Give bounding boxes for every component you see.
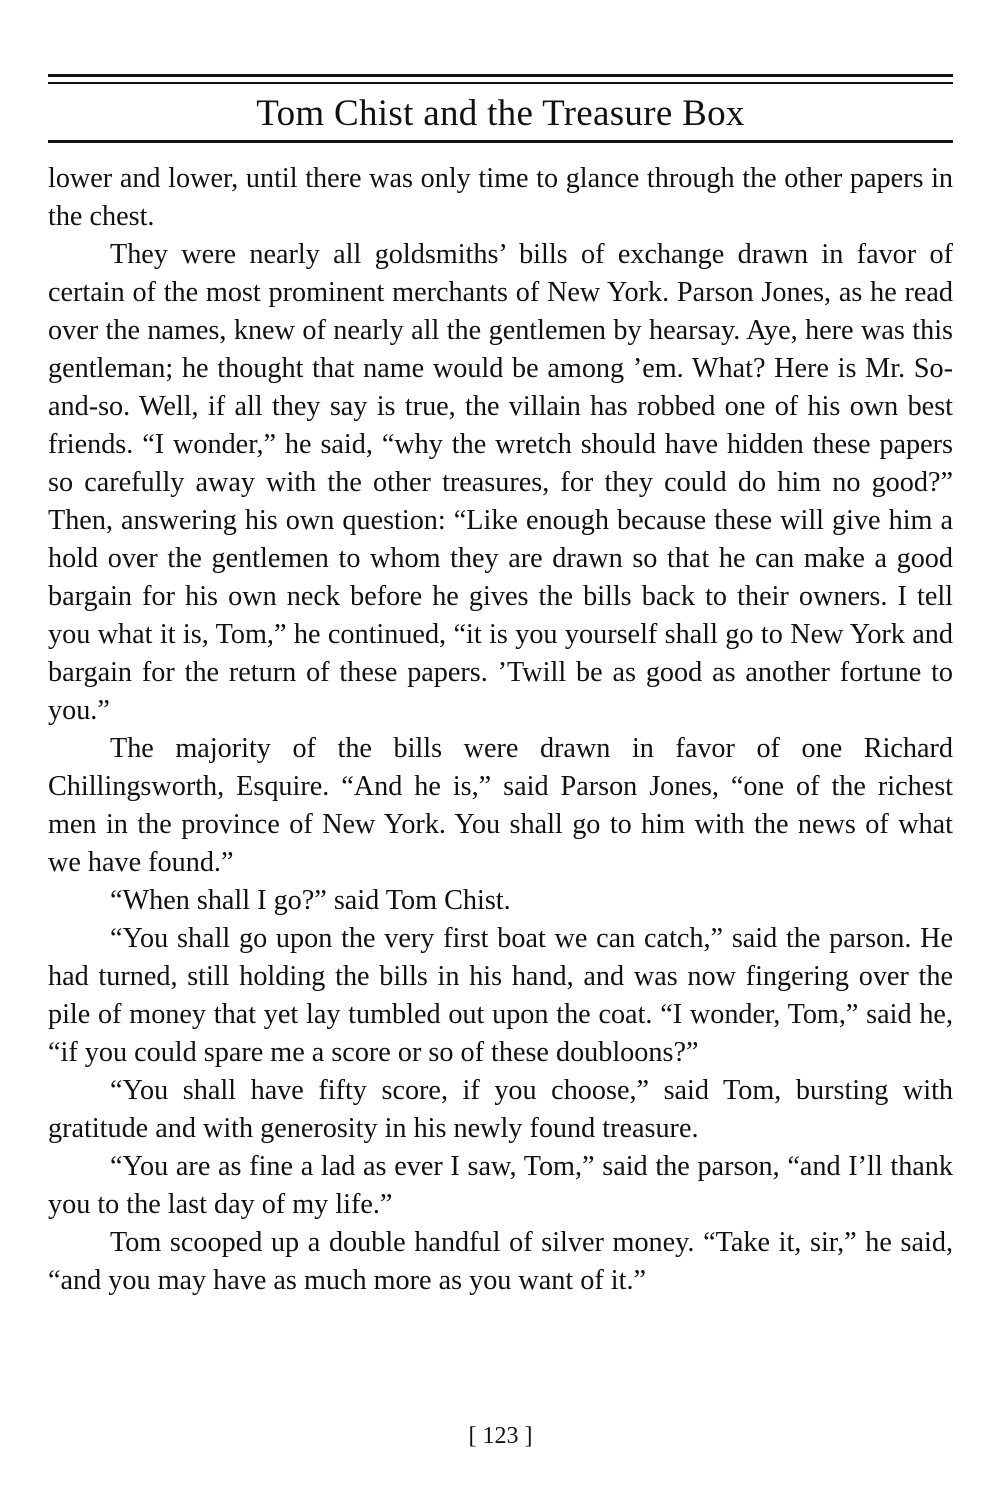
paragraph: The majority of the bills were drawn in favor of one Richard Chillingsworth, Esquire. “And he is,” said Parson Jones, “one of the richest men in the province of New York. You shall go to him with the news of what we have found.”	[48, 733, 953, 878]
paragraph: “You shall go upon the very first boat we can catch,” said the parson. He had turned, still holding the bills in his hand, and was now fingering over the pile of money that yet lay tumbled out upon the coat. “I wonder, Tom,” said he, “if you could spare me a score or so of these doubloons?”	[48, 923, 953, 1068]
paragraph: They were nearly all goldsmiths’ bills of exchange drawn in favor of certain of the most prominent merchants of New York. Parson Jones, as he read over the names, knew of nearly all the gentlemen by hearsay. Aye, here was this gentleman; he thought that name would be among ’em. What? Here is Mr. So-and-so. Well, if all they say is true, the villain has robbed one of his own best friends. “I wonder,” he said, “why the wretch should have hidden these papers so carefully away with the other treasures, for they could do him no good?” Then, answering his own question: “Like enough because these will give him a hold over the gentlemen to whom they are drawn so that he can make a good bargain for his own neck before he gives the bills back to their owners. I tell you what it is, Tom,” he continued, “it is you yourself shall go to New York and bargain for the return of these papers. ’Twill be as good as another fortune to you.”	[48, 239, 953, 726]
header-rule-second	[48, 82, 953, 84]
paragraph: Tom scooped up a double handful of silver money. “Take it, sir,” he said, “and you may have as much more as you want of it.”	[48, 1227, 953, 1296]
running-head: Tom Chist and the Treasure Box	[256, 93, 745, 134]
paragraph: “You shall have fifty score, if you choose,” said Tom, bursting with gratitude and with generosity in his newly found treasure.	[48, 1075, 953, 1144]
paragraph: “When shall I go?” said Tom Chist.	[110, 885, 511, 916]
body-text	[48, 160, 953, 1300]
page-number: [ 123 ]	[468, 1423, 533, 1449]
paragraph: lower and lower, until there was only time to glance through the other papers in the chest.	[48, 163, 953, 232]
header-rule-top	[48, 74, 953, 77]
header-rule-bottom	[48, 140, 953, 143]
paragraph: “You are as fine a lad as ever I saw, Tom,” said the parson, “and I’ll thank you to the last day of my life.”	[48, 1151, 953, 1220]
book-page	[48, 0, 953, 1511]
